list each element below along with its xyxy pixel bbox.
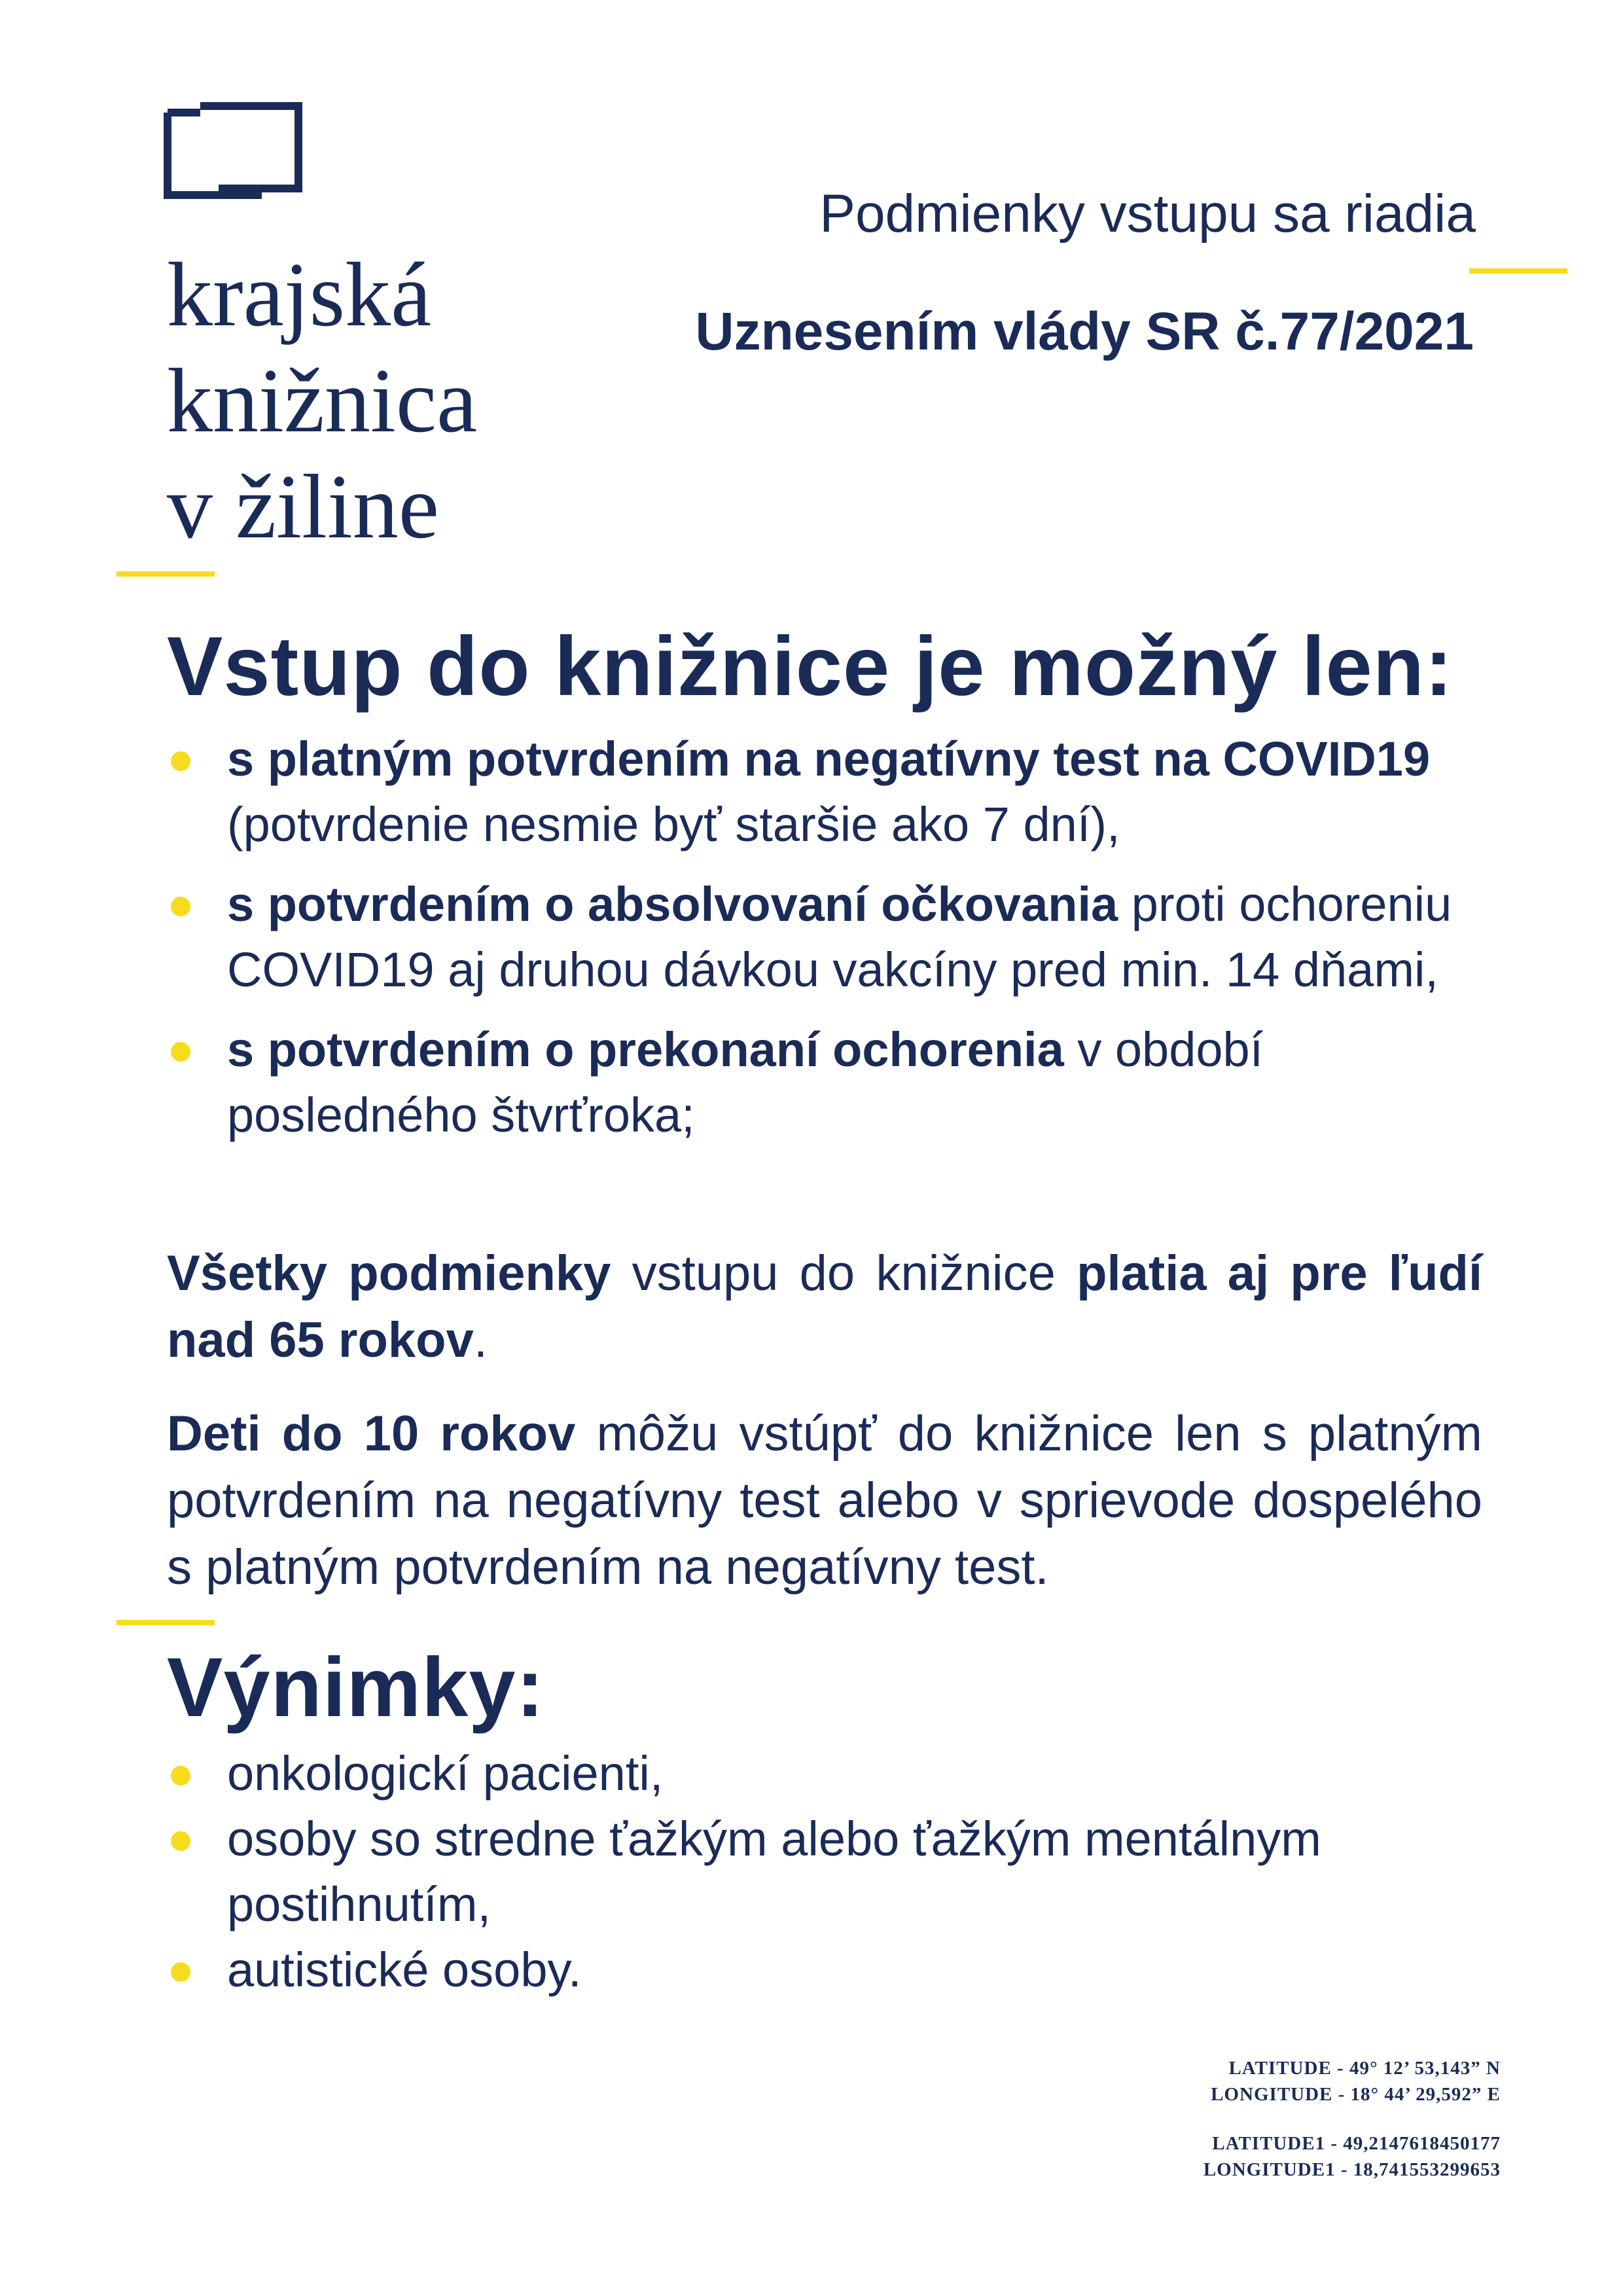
logo-line: v žiline	[167, 456, 439, 558]
accent-bar	[116, 1620, 215, 1625]
item-bold: s potvrdením o absolvovaní očkovania	[227, 877, 1118, 931]
item-text: autistické osoby.	[227, 1943, 582, 1997]
item-bold: s potvrdením o prekonaní ochorenia	[227, 1022, 1064, 1077]
latitude: LATITUDE - 49° 12’ 53,143” N	[1228, 2058, 1501, 2079]
item-text: osoby so stredne ťažkým alebo ťažkým mentálnym postihnutím,	[227, 1812, 1321, 1931]
seniors-bold: Všetky podmienky	[167, 1246, 611, 1301]
coordinates-decimal	[1204, 2130, 1501, 2183]
bullet-icon	[171, 1962, 190, 1982]
list-item	[167, 872, 1482, 1003]
logo-line: knižnica	[167, 350, 478, 452]
list-item	[167, 726, 1482, 857]
header-reference: Uznesením vlády SR č.77/2021	[695, 302, 1474, 361]
children-text: môžu vstúpť do knižnice len s platným potvrdením na negatívny test alebo v sprievode dospelého s platným potvrdením na negatívny test.	[167, 1406, 1482, 1595]
list-item	[167, 1741, 1482, 1806]
bullet-icon	[171, 1831, 190, 1851]
exceptions-list	[167, 1741, 1482, 2003]
longitude-decimal: LONGITUDE1 - 18,741553299653	[1203, 2159, 1501, 2180]
library-logo-mark	[164, 98, 308, 203]
coordinates-dms	[1211, 2055, 1501, 2108]
list-item	[167, 1806, 1482, 1937]
seniors-text: vstupu do knižnice	[611, 1246, 1077, 1301]
seniors-text: .	[473, 1312, 488, 1368]
item-bold: s platným potvrdením na negatívny test na COVID19	[227, 732, 1431, 786]
accent-bar	[116, 571, 215, 577]
item-text: onkologickí pacienti,	[227, 1746, 664, 1801]
bullet-icon	[171, 1766, 190, 1785]
bullet-icon	[171, 751, 190, 771]
latitude-decimal: LATITUDE1 - 49,2147618450177	[1212, 2133, 1501, 2154]
list-item	[167, 1937, 1482, 2003]
entry-conditions-list	[167, 726, 1482, 1148]
children-note	[167, 1401, 1482, 1601]
library-logo-wordmark	[167, 242, 477, 560]
logo-line: krajská	[167, 244, 432, 346]
list-item	[167, 1017, 1482, 1148]
children-bold: Deti do 10 rokov	[167, 1406, 576, 1462]
seniors-note	[167, 1240, 1482, 1374]
item-text: v období posledného štvrťroka;	[227, 1022, 1264, 1142]
entry-heading: Vstup do knižnice je možný len:	[167, 620, 1454, 713]
longitude: LONGITUDE - 18° 44’ 29,592” E	[1211, 2084, 1501, 2105]
accent-bar	[1469, 268, 1567, 274]
bullet-icon	[171, 1042, 190, 1062]
item-text: proti ochoreniu COVID19 aj druhou dávkou vakcíny pred min. 14 dňami,	[227, 877, 1452, 997]
bullet-icon	[171, 897, 190, 916]
header-intro: Podmienky vstupu sa riadia	[819, 184, 1476, 243]
exceptions-heading: Výnimky:	[167, 1641, 545, 1734]
seniors-bold: platia aj pre ľudí nad 65 rokov	[167, 1246, 1482, 1368]
item-text: (potvrdenie nesmie byť staršie ako 7 dní),	[227, 797, 1120, 852]
